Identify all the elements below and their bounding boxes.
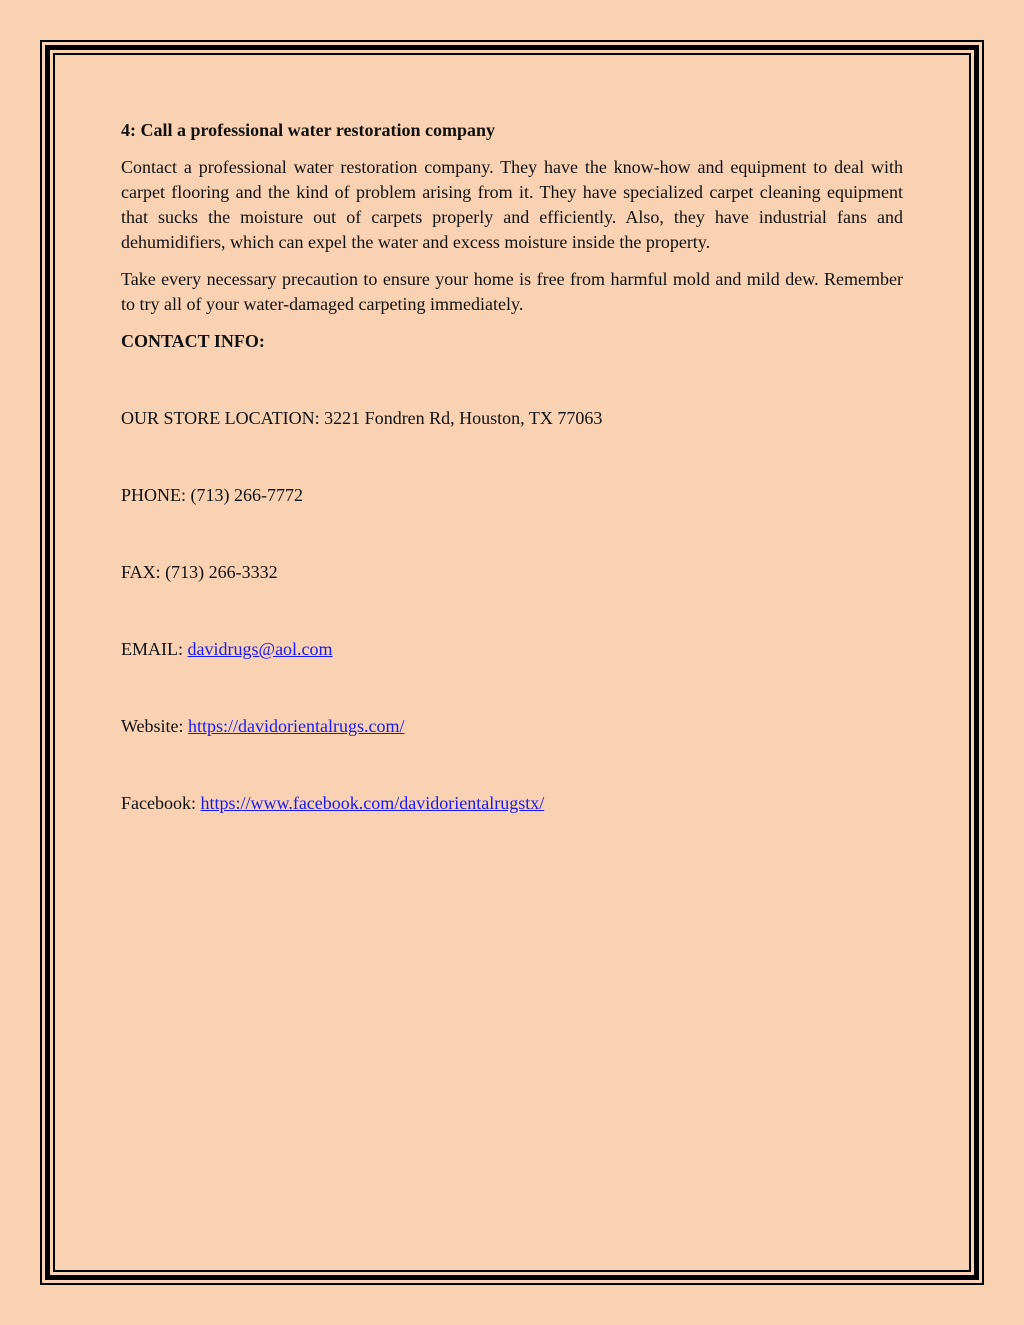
facebook-label: Facebook: [121,793,201,813]
section-heading: 4: Call a professional water restoration company [121,120,495,140]
facebook-line [121,791,903,816]
website-link[interactable]: https://davidorientalrugs.com/ [188,716,405,736]
document-content [121,118,903,816]
email-link[interactable]: davidrugs@aol.com [187,639,333,659]
paragraph-precaution: Take every necessary precaution to ensure your home is free from harmful mold and mild dew. Remember to try all of your water-damaged carpeting immediately. [121,269,903,314]
email-line [121,637,903,662]
fax-number: FAX: (713) 266-3332 [121,562,278,582]
email-label: EMAIL: [121,639,188,659]
facebook-link[interactable]: https://www.facebook.com/davidorientalrugstx/ [200,793,545,813]
phone-number: PHONE: (713) 266-7772 [121,485,303,505]
store-location: OUR STORE LOCATION: 3221 Fondren Rd, Houston, TX 77063 [121,408,603,428]
website-line [121,714,903,739]
contact-heading: CONTACT INFO: [121,331,265,351]
website-label: Website: [121,716,189,736]
paragraph-restoration: Contact a professional water restoration company. They have the know-how and equipment to deal with carpet flooring and the kind of problem arising from it. They have specialized carpet cleaning equipment that sucks the moisture out of carpets properly and efficiently. Also, they have industrial fans and dehumidifiers, which can expel the water and excess moisture inside the property. [121,157,903,252]
